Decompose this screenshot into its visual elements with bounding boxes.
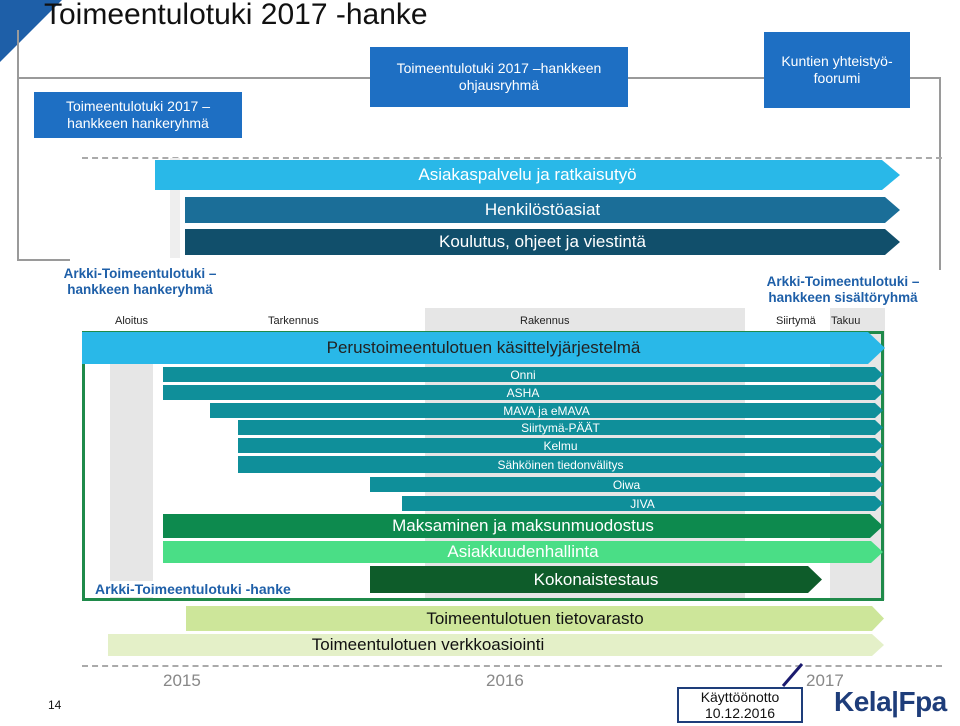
system-kelmu: Kelmu [238, 438, 883, 453]
timeline-axis [82, 665, 942, 667]
ohjausryhma-box: Toimeentulotuki 2017 –hankkeen ohjausryhmä [370, 47, 628, 107]
stream-kokonaistestaus: Kokonaistestaus [370, 566, 822, 593]
deployment-label: Käyttöönotto [700, 689, 780, 705]
page-title: Toimeentulotuki 2017 -hanke [44, 0, 428, 31]
system-oiwa: Oiwa [370, 477, 883, 492]
year-2016: 2016 [486, 671, 524, 690]
kela-fpa-logo: Kela|Fpa [834, 686, 947, 717]
system-jiva: JIVA [402, 496, 883, 511]
stream-asiakkuudenhallinta: Asiakkuudenhallinta [163, 541, 883, 563]
stream-henkilosto: Henkilöstöasiat [185, 197, 900, 223]
stream-tietovarasto: Toimeentulotuen tietovarasto [186, 606, 884, 631]
deployment-date: 10.12.2016 [704, 705, 776, 721]
year-2015: 2015 [163, 671, 201, 690]
arkki-sisaltoryhma-label: Arkki-Toimeentulotuki – hankkeen sisältöryhmä [766, 274, 920, 305]
system-mava: MAVA ja eMAVA [210, 403, 883, 418]
stream-koulutus: Koulutus, ohjeet ja viestintä [185, 229, 900, 255]
year-2017: 2017 [806, 671, 844, 690]
phase-siirtyma: Siirtymä [776, 315, 816, 327]
stream-maksaminen: Maksaminen ja maksunmuodostus [163, 514, 883, 538]
phase-rakennus: Rakennus [520, 315, 570, 327]
system-onni: Onni [163, 367, 883, 382]
phase-tarkennus: Tarkennus [268, 315, 319, 327]
stream-verkkoasiointi: Toimeentulotuen verkkoasiointi [108, 634, 884, 656]
stream-asiakaspalvelu: Asiakaspalvelu ja ratkaisutyö [155, 160, 900, 190]
divider-line [82, 157, 942, 159]
system-sahkoinen-tiedonvalitys: Sähköinen tiedonvälitys [238, 456, 883, 473]
kuntien-foorumi-box: Kuntien yhteistyö-foorumi [764, 32, 910, 108]
arkki-hankeryhma-label: Arkki-Toimeentulotuki – hankkeen hankeryhmä [63, 266, 217, 297]
phase-takuu: Takuu [831, 315, 861, 327]
deployment-pointer [780, 660, 810, 690]
system-asha: ASHA [163, 385, 883, 400]
stream-perustoimeentulotuki: Perustoimeentulotuen käsittelyjärjestelmä [82, 332, 885, 364]
arkki-hanke-label: Arkki-Toimeentulotuki -hanke [92, 581, 294, 597]
deployment-box [677, 687, 803, 723]
system-siirtyma-paat: Siirtymä-PÄÄT [238, 420, 883, 435]
hankeryhma-box: Toimeentulotuki 2017 –hankkeen hankeryhmä [34, 92, 242, 138]
page-number: 14 [48, 698, 62, 712]
phase-aloitus: Aloitus [115, 315, 149, 327]
